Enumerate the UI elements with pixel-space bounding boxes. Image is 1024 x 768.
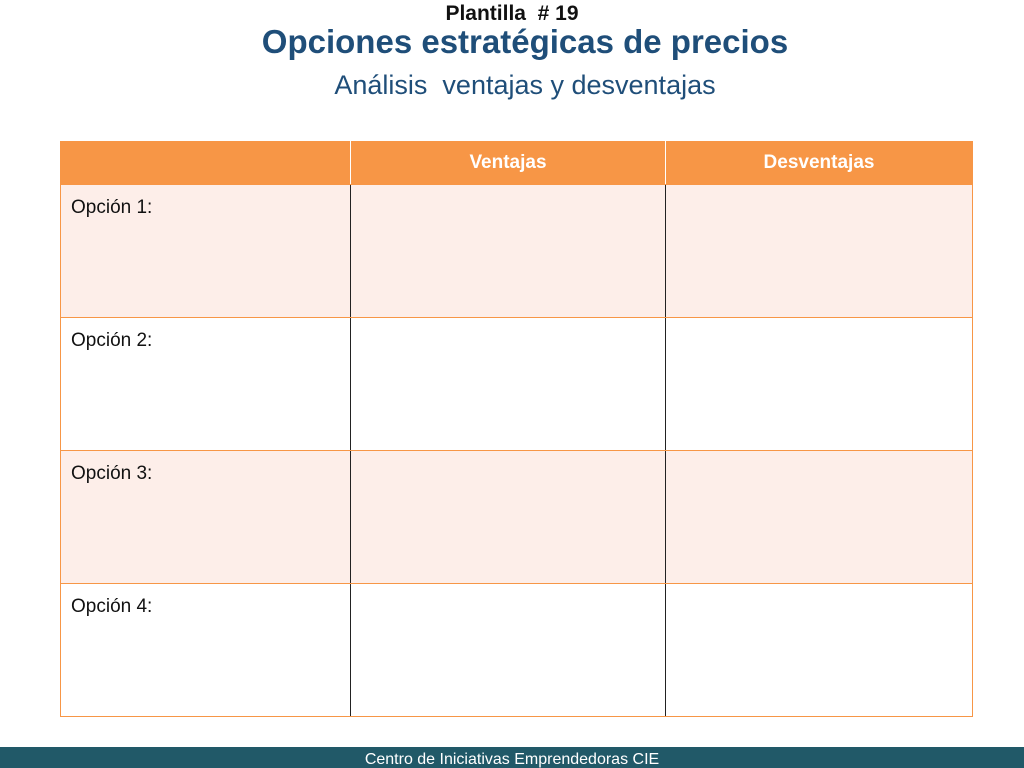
header-corner-cell <box>61 142 351 185</box>
row-label-opcion-4: Opción 4: <box>61 584 351 717</box>
cell-ventajas-3[interactable] <box>351 451 666 584</box>
header-desventajas: Desventajas <box>666 142 973 185</box>
cell-desventajas-3[interactable] <box>666 451 973 584</box>
cell-desventajas-2[interactable] <box>666 318 973 451</box>
footer-bar: Centro de Iniciativas Emprendedoras CIE <box>0 747 1024 768</box>
table-row <box>61 318 973 451</box>
row-label-opcion-2: Opción 2: <box>61 318 351 451</box>
row-label-opcion-1: Opción 1: <box>61 185 351 318</box>
cell-ventajas-2[interactable] <box>351 318 666 451</box>
table-header-row <box>61 142 973 185</box>
table-row <box>61 451 973 584</box>
row-label-opcion-3: Opción 3: <box>61 451 351 584</box>
table-row <box>61 584 973 717</box>
cell-ventajas-1[interactable] <box>351 185 666 318</box>
cell-desventajas-1[interactable] <box>666 185 973 318</box>
page-subtitle: Análisis ventajas y desventajas <box>334 70 716 100</box>
template-number: Plantilla # 19 <box>445 2 579 25</box>
table-row <box>61 185 973 318</box>
cell-desventajas-4[interactable] <box>666 584 973 717</box>
page-title: Opciones estratégicas de precios <box>261 23 789 60</box>
header-ventajas: Ventajas <box>351 142 666 185</box>
cell-ventajas-4[interactable] <box>351 584 666 717</box>
analysis-table <box>60 141 973 717</box>
